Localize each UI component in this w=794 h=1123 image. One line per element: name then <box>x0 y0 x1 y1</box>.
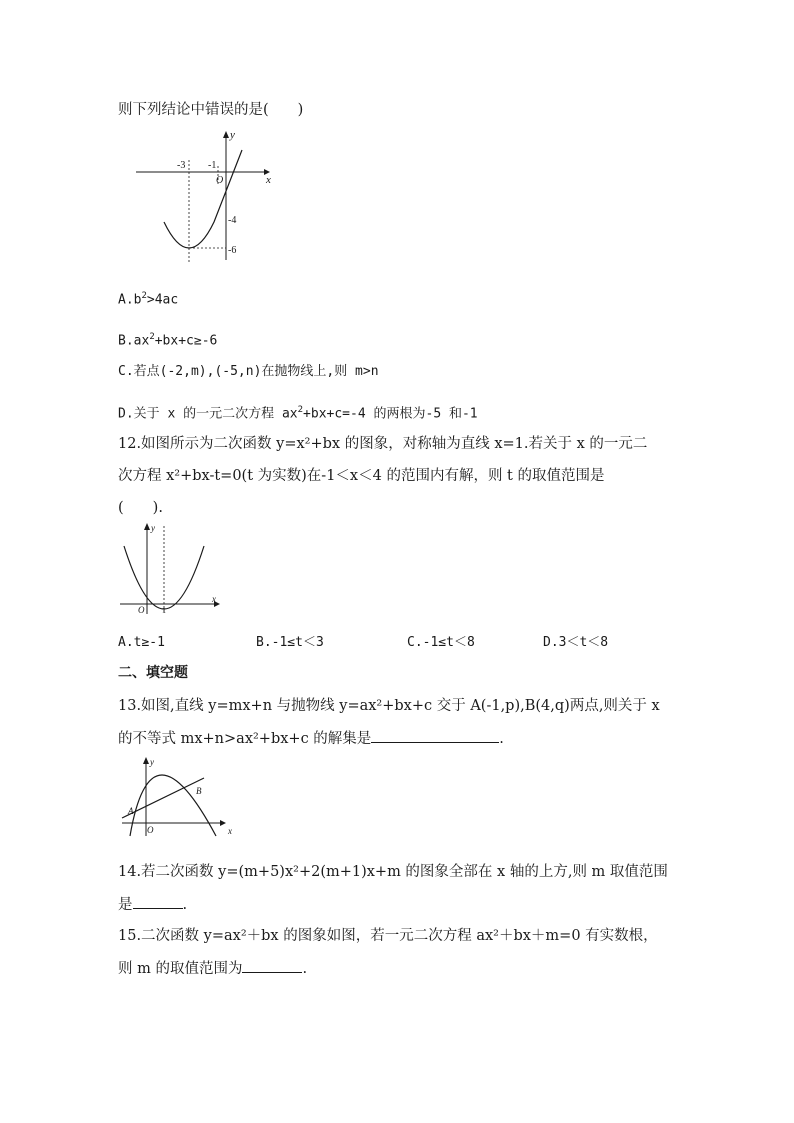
y-axis-label: y <box>230 129 235 141</box>
q13-line1: 13.如图,直线 y=mx+n 与抛物线 y=ax²+bx+c 交于 A(-1,p),B(4,q)两点,则关于 x <box>118 698 660 714</box>
q12-option-a: A.t≥-1 <box>118 635 165 650</box>
parabola-curve <box>164 150 242 248</box>
answer-blank[interactable] <box>371 728 499 743</box>
q12-option-b: B.-1≤t＜3 <box>256 635 324 650</box>
figure-line-parabola <box>118 756 230 838</box>
x-axis-label: x <box>266 174 271 186</box>
option-b: $B.ax^2+bx+c\ge-6$ <box>118 332 218 349</box>
x-axis-arrow <box>220 820 226 826</box>
y-axis-label: y <box>151 523 155 533</box>
q12-options <box>118 633 678 653</box>
y-axis-arrow <box>144 523 150 530</box>
x-axis-label: x <box>212 594 216 604</box>
y-axis-arrow <box>143 757 149 764</box>
q15-line1: 15.二次函数 y=ax²＋bx 的图象如图，若一元二次方程 ax²＋bx＋m=0 有实数根， <box>118 928 658 944</box>
tick-label: 1 <box>162 606 166 615</box>
q14-line1: 14.若二次函数 y=(m+5)x²+2(m+1)x+m 的图象全部在 x 轴的上方,则 m 取值范围 <box>118 864 668 880</box>
answer-blank[interactable] <box>242 958 302 973</box>
q12-line2: 次方程 x²+bx-t=0(t 为实数)在-1＜x＜4 的范围内有解，则 t 的取值范围是 <box>118 468 605 484</box>
q12-line1: 12.如图所示为二次函数 y=x²+bx 的图象，对称轴为直线 x=1.若关于 x 的一元二 <box>118 436 648 452</box>
section-heading: 二、填空题 <box>118 665 188 681</box>
point-a-label: A <box>128 806 134 816</box>
option-c: C.若点(-2,m),(-5,n)在抛物线上,则 m>n <box>118 364 379 379</box>
tick-label: -6 <box>228 245 237 256</box>
y-axis-arrow <box>223 131 229 138</box>
q15-line2: 则 m 的取值范围为 . <box>118 958 307 979</box>
y-axis-label: y <box>150 757 154 767</box>
figure-parabola-2 <box>118 520 222 616</box>
answer-blank[interactable] <box>133 894 183 909</box>
tick-label: -1 <box>208 160 217 171</box>
figure-parabola-1 <box>132 126 272 268</box>
q12-option-c: C.-1≤t＜8 <box>407 635 475 650</box>
option-d: D.关于 x 的一元二次方程 $ax^2+bx+c=-4$ 的两根为-5 和-1 <box>118 405 478 422</box>
origin-label: O <box>138 605 145 615</box>
origin-label: O <box>216 175 224 186</box>
x-axis-label: x <box>228 826 232 836</box>
q13-line2: 的不等式 mx+n>ax²+bx+c 的解集是 . <box>118 728 504 749</box>
point-b-label: B <box>196 786 202 796</box>
q14-line2: 是 . <box>118 894 187 915</box>
parabola-curve <box>130 775 216 836</box>
tick-label: -4 <box>228 215 237 226</box>
origin-label: O <box>147 825 154 835</box>
q12-line3: ( ). <box>118 500 163 516</box>
intro-text: 则下列结论中错误的是( ) <box>118 102 304 118</box>
q12-option-d: D.3＜t＜8 <box>543 635 609 650</box>
straight-line <box>122 778 204 818</box>
tick-label: -3 <box>177 160 186 171</box>
option-a: $A.b^2>4ac$ <box>118 291 179 308</box>
